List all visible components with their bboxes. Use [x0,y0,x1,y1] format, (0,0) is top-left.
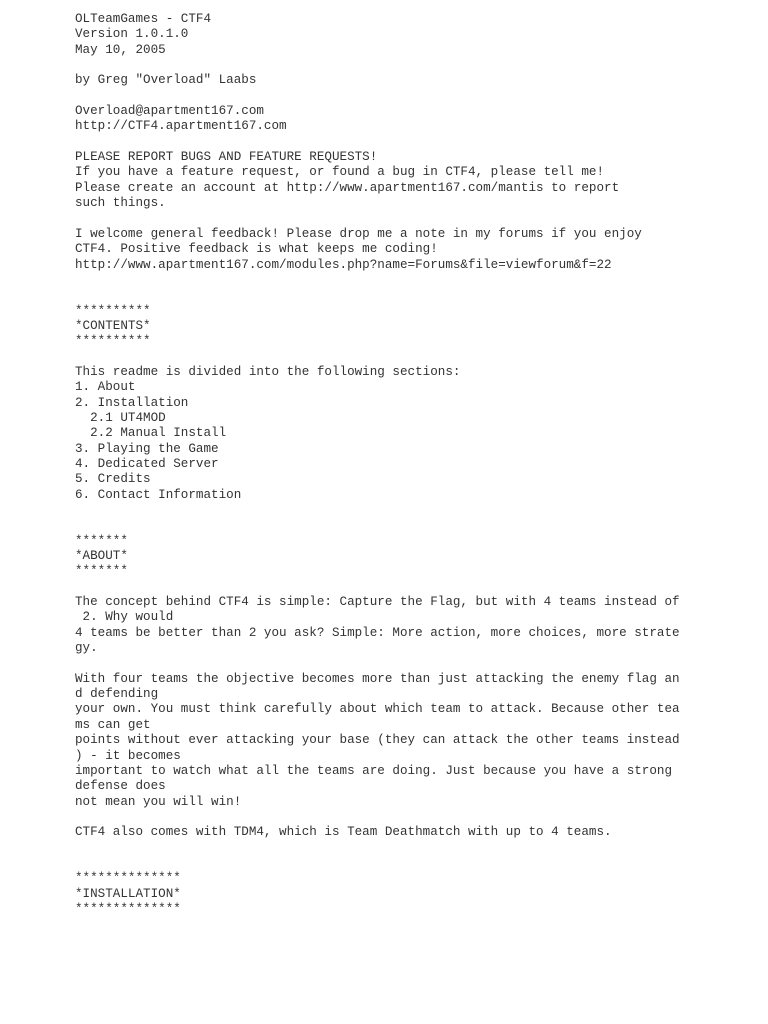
text-line: http://CTF4.apartment167.com [75,119,287,134]
text-line: With four teams the objective becomes more than just attacking the enemy flag an [75,671,680,686]
text-line: 5. Credits [75,472,151,487]
blank-line [75,656,755,671]
text-line: *CONTENTS* [75,318,151,333]
blank-line [75,350,755,365]
text-line: ************** [75,901,181,916]
text-line: Please create an account at http://www.apartment167.com/mantis to report [75,180,620,195]
text-line: defense does [75,779,166,794]
text-line: such things. [75,196,166,211]
text-line: OLTeamGames - CTF4 [75,12,212,26]
text-line: PLEASE REPORT BUGS AND FEATURE REQUESTS! [75,150,378,165]
text-line: 2.2 Manual Install [75,426,227,441]
blank-line [75,288,755,303]
text-line: important to watch what all the teams are doing. Just because you have a strong [75,763,673,778]
readme-document [75,12,755,917]
text-line: 6. Contact Information [75,487,242,502]
text-line: points without ever attacking your base (they can attack the other teams instead [75,733,680,748]
text-line: gy. [75,641,98,656]
blank-line [75,503,755,518]
text-line: CTF4. Positive feedback is what keeps me coding! [75,242,438,257]
text-line: 4. Dedicated Server [75,456,219,471]
text-line: 2. Installation [75,395,189,410]
blank-line [75,211,755,226]
blank-line [75,518,755,533]
text-line: http://www.apartment167.com/modules.php?name=Forums&file=viewforum&f=22 [75,257,612,272]
text-line: your own. You must think carefully about which team to attack. Because other tea [75,702,680,717]
text-line: ********** [75,334,151,349]
text-line: 3. Playing the Game [75,441,219,456]
text-line: *ABOUT* [75,549,128,564]
text-line: ******* [75,533,128,548]
text-line: 2. Why would [75,610,174,625]
text-line: Version 1.0.1.0 [75,27,189,42]
text-line: *INSTALLATION* [75,886,181,901]
blank-line [75,58,755,73]
text-line: 4 teams be better than 2 you ask? Simple: More action, more choices, more strate [75,625,680,640]
text-line: ********** [75,303,151,318]
text-line: ) - it becomes [75,748,181,763]
text-line: ************** [75,871,181,886]
text-line: ******* [75,564,128,579]
text-line: d defending [75,687,159,702]
text-line: ms can get [75,717,151,732]
text-line: 1. About [75,380,136,395]
text-line: Overload@apartment167.com [75,104,264,119]
blank-line [75,810,755,825]
text-line: May 10, 2005 [75,42,166,57]
blank-line [75,89,755,104]
text-line: This readme is divided into the following sections: [75,364,461,379]
blank-line [75,841,755,856]
text-line: not mean you will win! [75,794,242,809]
blank-line [75,135,755,150]
text-line: 2.1 UT4MOD [75,410,166,425]
blank-line [75,273,755,288]
text-line: I welcome general feedback! Please drop me a note in my forums if you enjoy [75,226,642,241]
text-line: by Greg "Overload" Laabs [75,73,257,88]
text-line: CTF4 also comes with TDM4, which is Team Deathmatch with up to 4 teams. [75,825,612,840]
text-line: If you have a feature request, or found a bug in CTF4, please tell me! [75,165,605,180]
blank-line [75,580,755,595]
blank-line [75,856,755,871]
text-line: The concept behind CTF4 is simple: Capture the Flag, but with 4 teams instead of [75,595,680,610]
